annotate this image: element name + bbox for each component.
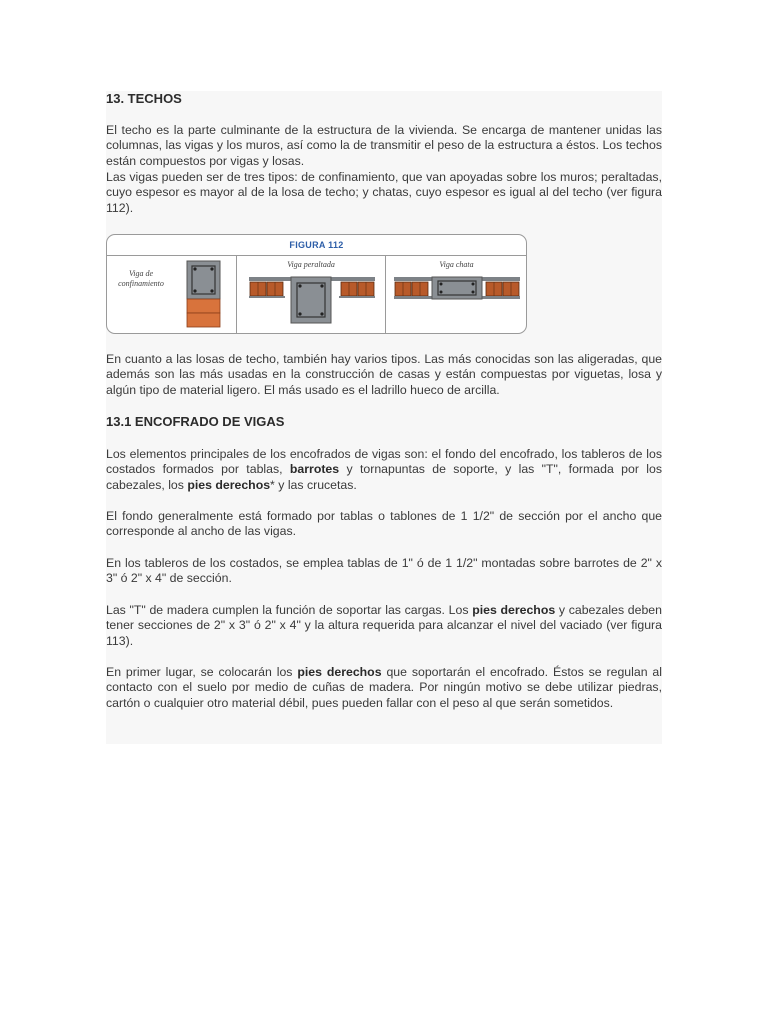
text-span: que soportarán el encofrado. Éstos se regulan al contacto con el suelo por medio de cuñas de madera. Por ningún motivo se debe utilizar piedras, cartón o cualquier otro material débil, pues pueden fallar con el peso al que serán sometidos. — [106, 665, 663, 710]
section-13-title: 13. TECHOS — [106, 91, 182, 106]
paragraph-tableros-costados: En los tableros de los costados, se emplea tablas de 1" ó de 1 1/2" montadas sobre barrotes de 2" x 3" ó 2" x 4" de sección. — [106, 556, 662, 586]
label-viga-confinamiento-line2: confinamiento — [118, 279, 164, 288]
bold-barrotes: barrotes — [289, 462, 340, 477]
bold-pies-derechos: pies derechos — [472, 603, 556, 617]
text-span: y tornapuntas de soporte, y las "T", formada por los cabezales, los — [106, 462, 662, 492]
paragraph-tipos-vigas: Las vigas pueden ser de tres tipos: de confinamiento, que van apoyadas sobre los muros; peraltadas, cuyo espesor es mayor al de la losa de techo; y chatas, cuyo espesor es igual al del techo (ver figura 112). — [106, 170, 662, 215]
text-span: Las "T" de madera cumplen la función de soportar las cargas. Los — [106, 603, 473, 617]
paragraph-elementos-encofrado — [106, 447, 662, 493]
text-span: y cabezales deben tener secciones de 2" x 3" ó 2" x 4" y la altura requerida para alcanzar el nivel del vaciado (ver figura 113). — [106, 603, 662, 648]
bold-pies-derechos: pies derechos — [297, 665, 382, 679]
viga-chata-drawing — [386, 268, 527, 334]
label-viga-chata: Viga chata — [439, 260, 474, 269]
text-span: Los elementos principales de los encofrados de vigas son: el fondo del encofrado, los tableros de los costados formados por tablas, — [106, 447, 662, 477]
text-span: En primer lugar, se colocarán los — [106, 665, 298, 679]
label-viga-confinamiento-line1: Viga de — [128, 269, 154, 278]
figure-112 — [106, 234, 527, 334]
section-13-1-title: 13.1 ENCOFRADO DE VIGAS — [106, 414, 285, 429]
figure-cell-viga-confinamiento — [107, 255, 237, 334]
paragraph-losas-techo: En cuanto a las losas de techo, también hay varios tipos. Las más conocidas son las aligeradas, que además son las más usadas en la construcción de casas y están compuestas por viguetas, losa y algún tipo de material ligero. El más usado es el ladrillo hueco de arcilla. — [106, 352, 662, 397]
paragraph-t-de-madera — [106, 603, 662, 649]
figure-cell-viga-chata — [386, 255, 527, 334]
document-page — [106, 91, 662, 744]
bold-pies-derechos: pies derechos — [187, 477, 271, 492]
viga-confinamiento-drawing — [175, 255, 235, 334]
paragraph-pies-derechos — [106, 665, 662, 711]
figure-112-title: FIGURA 112 — [107, 235, 526, 256]
label-viga-peraltada: Viga peraltada — [287, 260, 335, 269]
paragraph-techos-intro: El techo es la parte culminante de la estructura de la vivienda. Se encarga de mantener unidas las columnas, las vigas y los muros, así como la de transmitir el peso de la estructura a éstos. Los techos están compuestos por vigas y losas. — [106, 123, 662, 168]
text-span: * y las crucetas. — [270, 477, 357, 492]
paragraph-fondo-encofrado: El fondo generalmente está formado por tablas o tablones de 1 1/2" de sección por el ancho que corresponde al ancho de las vigas. — [106, 509, 662, 539]
viga-peraltada-drawing — [237, 268, 385, 334]
label-viga-confinamiento — [111, 269, 171, 289]
figure-cell-viga-peraltada — [237, 255, 386, 334]
